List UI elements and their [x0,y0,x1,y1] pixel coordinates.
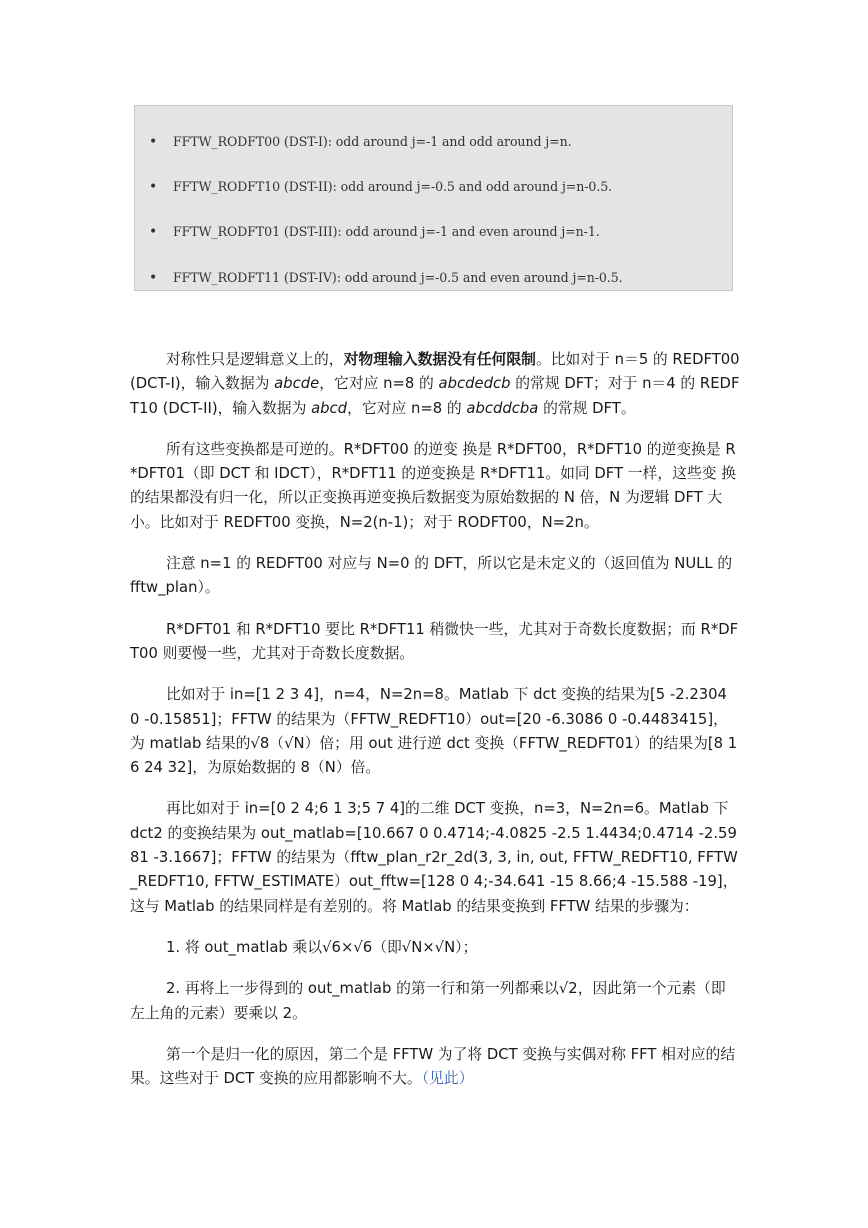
bullet: • [149,224,158,240]
list-item: • FFTW_RODFT11 (DST-IV): odd around j=-0.5 and even around j=n-0.5. [149,270,623,286]
dst-definitions-box [134,105,733,291]
paragraph-example-2d: 再比如对于 in=[0 2 4;6 1 3;5 7 4]的二维 DCT 变换，n=3，N=2n=6。Matlab 下 dct2 的变换结果为 out_matlab=[10.667 0 0.4714;-4.0825 -2.5 1.4434;0.4714 -2.5981 -3.1667]；FFTW 的结果为（fftw_plan_r2r_2d(3, 3, in, out, FFTW_REDFT10, FFTW_REDFT10, FFTW_ESTIMATE）out_fftw=[128 0 4;-34.641 -15 8.66;4 -15.588 -19]，这与 Matlab 的结果同样是有差别的。将 Matlab 的结果变换到 FFTW 结果的步骤为： [130,800,738,915]
paragraph-note-n1: 注意 n=1 的 REDFT00 对应与 N=0 的 DFT，所以它是未定义的（返回值为 NULL 的 fftw_plan）。 [130,555,733,597]
bullet: • [149,134,158,150]
step-1: 1. 将 out_matlab 乘以√6×√6（即√N×√N）； [166,938,478,956]
bullet: • [149,270,158,286]
paragraph-conclusion: 第一个是归一化的原因，第二个是 FFTW 为了将 DCT 变换与实偶对称 FFT 相对应的结果。这些对于 DCT 变换的应用都影响不大。（见此） [130,1045,736,1088]
paragraph-symmetry: 对称性只是逻辑意义上的，对物理输入数据没有任何限制。比如对于 n＝5 的 REDFT00 (DCT-I)，输入数据为 abcde，它对应 n=8 的 abcdedcb 的常规 DFT；对于 n＝4 的 REDFT10 (DCT-II)，输入数据为 abcd，它对应 n=8 的 abcddcba 的常规 DFT。 [130,351,740,417]
step-2: 2. 再将上一步得到的 out_matlab 的第一行和第一列都乘以√2，因此第一个元素（即左上角的元素）要乘以 2。 [130,980,726,1022]
see-here-link[interactable]: （见此） [421,1070,474,1088]
list-item: • FFTW_RODFT10 (DST-II): odd around j=-0.5 and odd around j=n-0.5. [149,179,613,195]
bullet: • [149,179,158,195]
article-body [130,348,740,1108]
paragraph-speed: R*DFT01 和 R*DFT10 要比 R*DFT11 稍微快一些，尤其对于奇数长度数据；而 R*DFT00 则要慢一些，尤其对于奇数长度数据。 [130,620,739,662]
paragraph-inverse: 所有这些变换都是可逆的。R*DFT00 的逆变 换是 R*DFT00，R*DFT10 的逆变换是 R*DFT01（即 DCT 和 IDCT），R*DFT11 的逆变换是 R*DFT11。如同 DFT 一样，这些变 换的结果都没有归一化，所以正变换再逆变换后数据变为原始数据的 N 倍，N 为逻辑 DFT 大小。比如对于 REDFT00 变换，N=2(n-1)；对于 RODFT00，N=2n。 [130,440,737,531]
list-item: • FFTW_RODFT01 (DST-III): odd around j=-1 and even around j=n-1. [149,224,600,240]
list-item: • FFTW_RODFT00 (DST-I): odd around j=-1 and odd around j=n. [149,134,572,150]
paragraph-example-1d: 比如对于 in=[1 2 3 4]，n=4，N=2n=8。Matlab 下 dct 变换的结果为[5 -2.2304 0 -0.15851]；FFTW 的结果为（FFTW_REDFT10）out=[20 -6.3086 0 -0.4483415]，为 matlab 结果的√8（√N）倍；用 out 进行逆 dct 变换（FFTW_REDFT01）的结果为[8 16 24 32]，为原始数据的 8（N）倍。 [130,686,738,777]
